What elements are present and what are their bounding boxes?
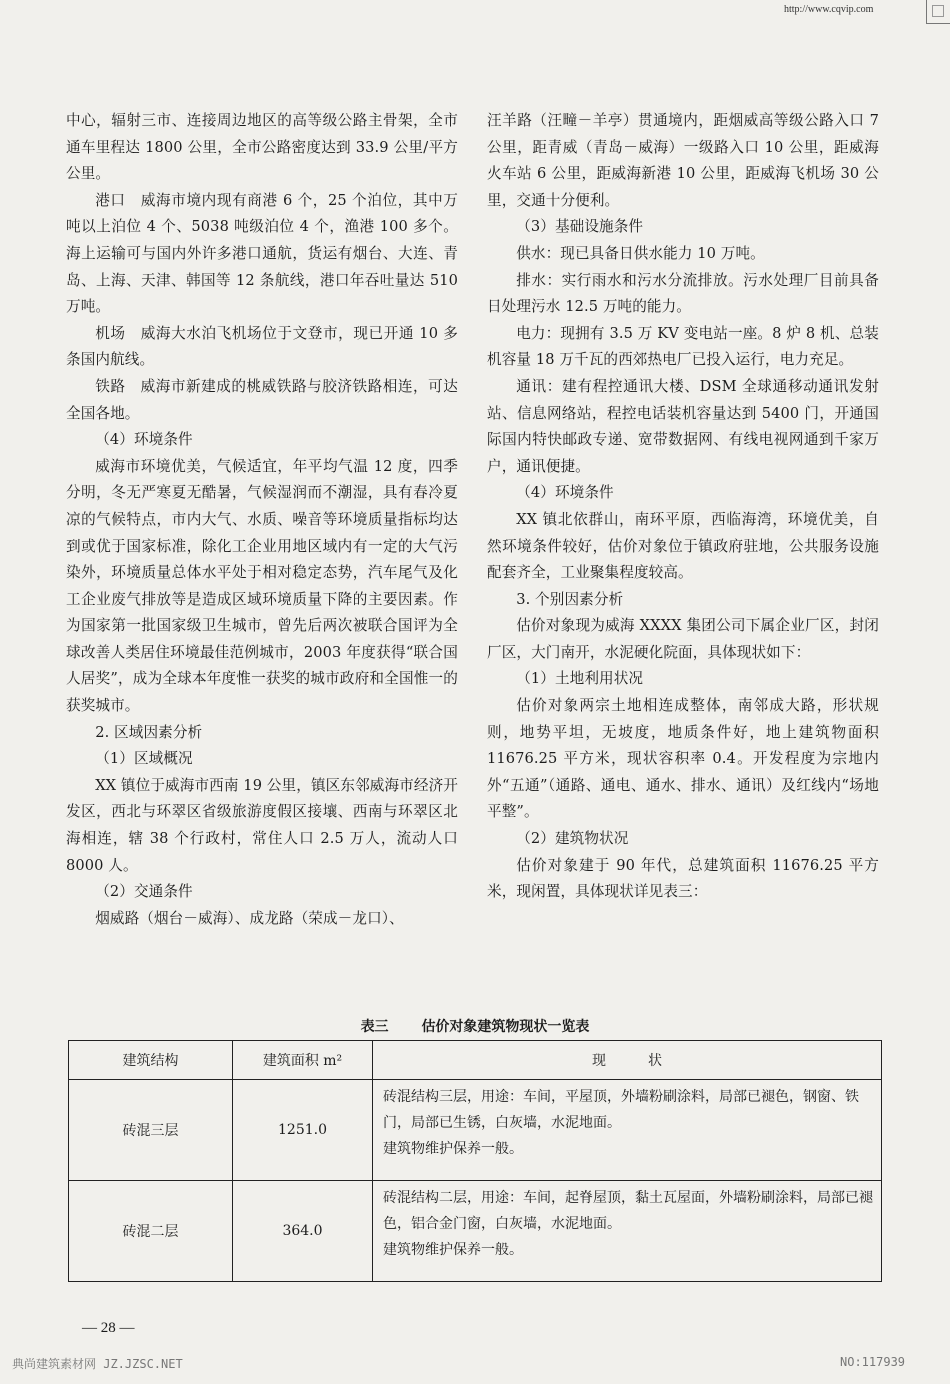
paragraph: 机场 威海大水泊飞机场位于文登市，现已开通 10 多条国内航线。 xyxy=(66,324,458,369)
table-caption xyxy=(0,1016,950,1036)
paragraph: 汪羊路（汪疃－羊亭）贯通境内，距烟威高等级公路入口 7 公里，距青威（青岛－威海）一级路入口 10 公里，距威海火车站 6 公里，距威海新港 10 公里，距威海飞机场 30 公里，交通十分便利。 xyxy=(487,112,879,209)
paragraph: 排水：实行雨水和污水分流排放。污水处理厂目前具备日处理污水 12.5 万吨的能力。 xyxy=(487,271,879,316)
table-header-row xyxy=(69,1041,882,1080)
right-column xyxy=(487,108,879,906)
section-heading: 3. 个别因素分析 xyxy=(516,590,624,608)
page-number: — 28 — xyxy=(82,1320,135,1336)
table-caption-title: 估价对象建筑物现状一览表 xyxy=(421,1019,590,1035)
watermark-left: 典尚建筑素材网 JZ.JZSC.NET xyxy=(12,1357,183,1371)
paragraph: 铁路 威海市新建成的桃威铁路与胶济铁路相连，可达全国各地。 xyxy=(66,377,458,422)
header-status: 现 状 xyxy=(373,1041,882,1080)
status-description: 砖混结构二层，用途：车间，起脊屋顶，黏土瓦屋面，外墙粉刷涂料，局部已褪色，铝合金门窗，白灰墙，水泥地面。 xyxy=(383,1190,873,1232)
paragraph: XX 镇位于威海市西南 19 公里，镇区东邻威海市经济开发区，西北与环翠区省级旅游度假区接壤、西南与环翠区北海相连，辖 38 个行政村，常住人口 2.5 万人，流动人口 8000 人。 xyxy=(66,776,458,874)
paragraph: 烟威路（烟台－威海）、成龙路（荣成－龙口）、 xyxy=(95,909,404,927)
cell-status xyxy=(373,1080,882,1181)
status-note: 建筑物维护保养一般。 xyxy=(383,1141,523,1157)
paragraph: 通讯：建有程控通讯大楼、DSM 全球通移动通讯发射站、信息网络站，程控电话装机容量达到 5400 门，开通国际国内特快邮政专递、宽带数据网、有线电视网通到千家万户，通讯便捷。 xyxy=(487,377,879,475)
cell-structure: 砖混三层 xyxy=(69,1080,233,1181)
left-column xyxy=(66,108,458,932)
paragraph: XX 镇北依群山，南环平原，西临海湾，环境优美，自然环境条件较好，估价对象位于镇政府驻地，公共服务设施配套齐全，工业聚集程度较高。 xyxy=(487,510,879,582)
table-row xyxy=(69,1080,882,1181)
paragraph: 威海市环境优美，气候适宜，年平均气温 12 度，四季分明，冬无严寒夏无酷暑，气候湿润而不潮湿，具有春冷夏凉的气候特点，市内大气、水质、噪音等环境质量指标均达到或优于国家标准，除化工企业用地区域内有一定的大气污染外，环境质量总体水平处于相对稳定态势，汽车尾气及化工企业废气排放等是造成区域环境质量下降的主要因素。作为国家第一批国家级卫生城市，曾先后两次被联合国评为全球改善人类居住环境最佳范例城市，2003 年度获得“联合国人居奖”，成为全球本年度惟一获奖的城市政府和全国惟一的获奖城市。 xyxy=(66,457,458,715)
table-row xyxy=(69,1181,882,1282)
building-status-table xyxy=(68,1040,882,1282)
section-heading: （2）交通条件 xyxy=(95,883,193,901)
paragraph: 电力：现拥有 3.5 万 KV 变电站一座。8 炉 8 机、总装机容量 18 万千瓦的西郊热电厂已投入运行，电力充足。 xyxy=(487,324,879,369)
cell-area: 364.0 xyxy=(233,1181,373,1282)
paragraph: 估价对象两宗土地相连成整体，南邻成大路，形状规则，地势平坦，无坡度，地质条件好，地上建筑物面积 11676.25 平方米，现状容积率 0.4。开发程度为宗地内外“五通”（通路、通电、通水、排水、通讯）及红线内“场地平整”。 xyxy=(487,697,879,821)
section-heading: 2. 区域因素分析 xyxy=(95,723,203,741)
page-corner-mark xyxy=(926,0,950,24)
paragraph: 中心，辐射三市、连接周边地区的高等级公路主骨架，全市通车里程达 1800 公里，全市公路密度达到 33.9 公里/平方公里。 xyxy=(66,112,458,183)
header-structure: 建筑结构 xyxy=(69,1041,233,1080)
paragraph: 估价对象建于 90 年代，总建筑面积 11676.25 平方米，现闲置，具体现状详见表三： xyxy=(487,856,879,901)
section-heading: （1）土地利用状况 xyxy=(516,670,644,688)
table-caption-number: 表三 xyxy=(360,1019,389,1035)
section-heading: （3）基础设施条件 xyxy=(516,218,644,236)
paragraph: 估价对象现为威海 XXXX 集团公司下属企业厂区，封闭厂区，大门南开，水泥硬化院面，具体现状如下： xyxy=(487,617,879,661)
paragraph: 供水：现已具备日供水能力 10 万吨。 xyxy=(516,244,765,262)
section-heading: （4）环境条件 xyxy=(516,484,614,502)
watermark-right: NO:117939 xyxy=(840,1355,906,1369)
cell-area: 1251.0 xyxy=(233,1080,373,1181)
status-note: 建筑物维护保养一般。 xyxy=(383,1242,523,1258)
cell-structure: 砖混二层 xyxy=(69,1181,233,1282)
cell-status xyxy=(373,1181,882,1282)
status-description: 砖混结构三层，用途：车间，平屋顶，外墙粉刷涂料，局部已褪色，钢窗、铁门，局部已生锈，白灰墙，水泥地面。 xyxy=(383,1089,859,1131)
section-heading: （1）区域概况 xyxy=(95,750,193,768)
section-heading: （2）建筑物状况 xyxy=(516,830,629,848)
header-area: 建筑面积 m² xyxy=(233,1041,373,1080)
paragraph: 港口 威海市境内现有商港 6 个，25 个泊位，其中万吨以上泊位 4 个、5038 吨级泊位 4 个，渔港 100 多个。海上运输可与国内外许多港口通航，货运有烟台、大连、青岛、上海、天津、韩国等 12 条航线，港口年吞吐量达 510 万吨。 xyxy=(66,191,458,316)
section-heading: （4）环境条件 xyxy=(95,431,193,449)
header-url: http://www.cqvip.com xyxy=(784,4,874,15)
